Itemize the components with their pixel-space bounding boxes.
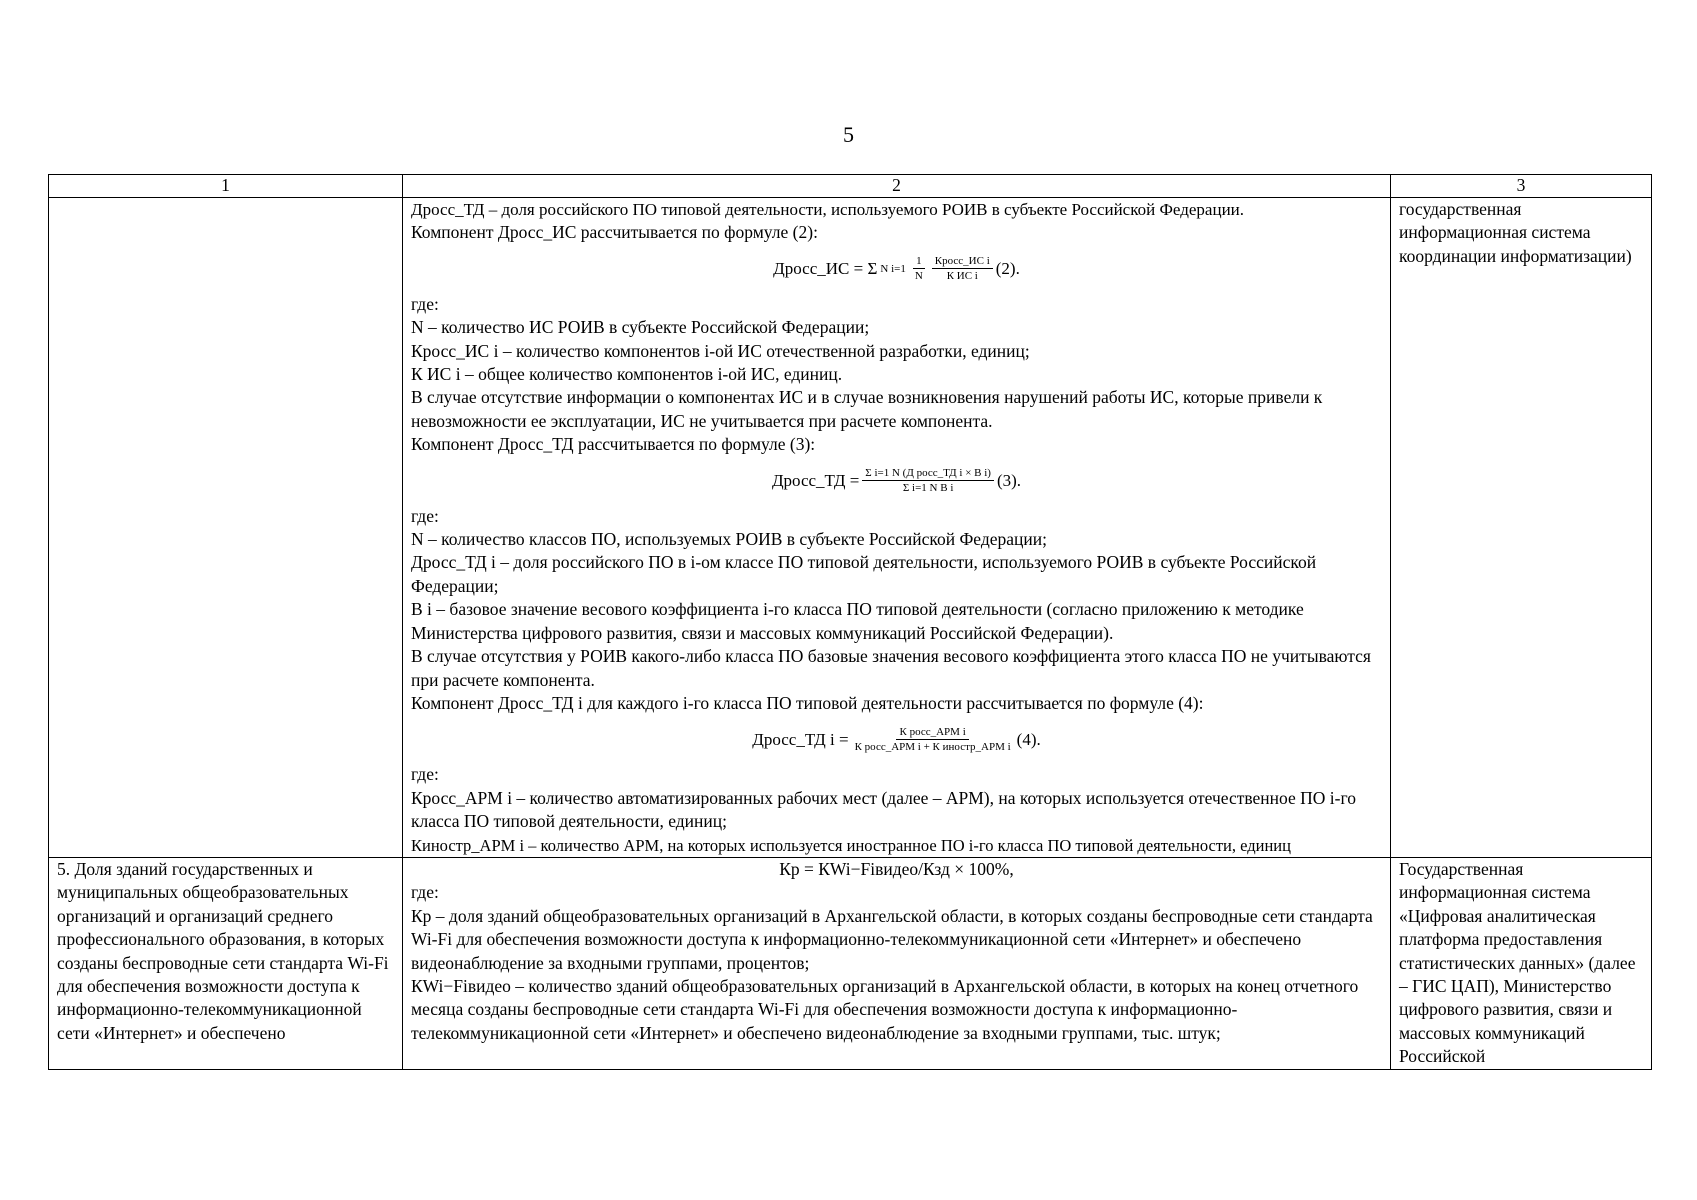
header-cell-1: 1 xyxy=(49,175,403,198)
row-continued-col3: государственная информационная система координации информатизации) xyxy=(1391,198,1652,858)
table-row-continued xyxy=(49,198,1652,858)
definition-line: N – количество ИС РОИВ в субъекте Российской Федерации; xyxy=(411,317,870,338)
text-line: где: xyxy=(411,293,439,314)
header-cell-2: 2 xyxy=(403,175,1391,198)
header-cell-3: 3 xyxy=(1391,175,1652,198)
formula-4: Дросс_ТД i = $\frac{\text{К росс\_АРМ i}}{\text{К росс\_АРМ i + К иностр\_АРМ i}}$ (4). xyxy=(752,725,1041,753)
row-continued-col2 xyxy=(403,198,1391,858)
formula-2-frac2: $\frac{\text{Кросс\_ИС i}}{\text{К ИС i}}$ xyxy=(932,254,993,283)
text-line: где: xyxy=(411,764,439,785)
table-header-row xyxy=(49,175,1652,198)
text-line: Компонент Дросс_ТД i для каждого i-го класса ПО типовой деятельности рассчитывается по формуле (4): xyxy=(411,692,1204,713)
indicator-5-method xyxy=(403,857,1391,1069)
table-row-indicator-5 xyxy=(49,857,1652,1069)
formula-3: Дросс_ТД = $\frac{\text{Σ i=1 N (Д росс\_ТД i × B i)}}{\text{Σ i=1 N B i}}$ (3). xyxy=(771,467,1022,495)
page-number: 5 xyxy=(843,122,854,147)
formula-2: Дросс_ИС = Σ N i=1 $\frac{1}{N}$ $\frac{\text{Кросс\_ИС i}}{\text{К ИС i}}$ (2). xyxy=(773,255,1020,283)
text-line: Компонент Дросс_ТД рассчитывается по формуле (3): xyxy=(411,434,816,455)
text-line: Компонент Дросс_ИС рассчитывается по формуле (2): xyxy=(411,222,818,243)
definition-line: К ИС i – общее количество компонентов i-ой ИС, единиц. xyxy=(411,364,843,385)
text-line: Дросс_ТД – доля российского ПО типовой деятельности, используемого РОИВ в субъекте Российской Федерации. xyxy=(411,200,1245,219)
text-line: где: xyxy=(411,505,439,526)
note-paragraph: В случае отсутствие информации о компонентах ИС и в случае возникновения нарушений работы ИС, которые привели к невозможности ее эксплуатации, ИС не учитывается при расчете компонента. xyxy=(411,387,1323,431)
definition-line: Кросс_АРМ i – количество автоматизированных рабочих мест (далее – АРМ), на которых используется отечественное ПО i-го класса ПО типовой деятельности, единиц; xyxy=(411,787,1356,832)
formula-3-frac: $\frac{\text{Σ i=1 N (Д росс\_ТД i × B i)}}{\text{Σ i=1 N B i}}$ xyxy=(862,466,994,495)
indicator-5-source: Государственная информационная система «Цифровая аналитическая платформа предоставления статистических данных» (далее – ГИС ЦАП), Министерство цифрового развития, связи и массовых коммуникаций Российской xyxy=(1391,857,1652,1069)
formula-2-frac: $\frac{1}{N}$ xyxy=(914,255,923,283)
definition-line: Дросс_ТД i – доля российского ПО в i-ом классе ПО типовой деятельности, используемого РОИВ в субъекте Российской Федерации; xyxy=(411,552,1317,596)
definition-line: Кр – доля зданий общеобразовательных организаций в Архангельской области, в которых созданы беспроводные сети стандарта Wi-Fi для обеспечения возможности доступа к информационно-телекоммуникационной сети «Интернет» и обеспечено видеонаблюдение за входными группами, процентов; xyxy=(411,905,1373,973)
formula-2-limits: N i=1 xyxy=(880,262,906,275)
definition-line: B i – базовое значение весового коэффициента i-го класса ПО типовой деятельности (согласно приложению к методике Министерства цифрового развития, связи и массовых коммуникаций Российской Федерации). xyxy=(411,599,1304,643)
definition-line: Кросс_ИС i – количество компонентов i-ой ИС отечественной разработки, единиц; xyxy=(411,340,1030,361)
definition-line: КWi−Fiвидео – количество зданий общеобразовательных организаций в Архангельской области, в которых на конец отчетного месяца созданы беспроводные сети стандарта Wi-Fi для обеспечения возможности доступа к информационно-телекоммуникационной сети «Интернет» и обеспечено видеонаблюдение за входными группами, тыс. штук; xyxy=(411,975,1359,1043)
formula-4-frac: $\frac{\text{К росс\_АРМ i}}{\text{К росс\_АРМ i + К иностр\_АРМ i}}$ xyxy=(854,725,1011,753)
note-paragraph: В случае отсутствия у РОИВ какого-либо класса ПО базовые значения весового коэффициента этого класса ПО не учитываются при расчете компонента. xyxy=(411,646,1371,690)
text-line: где: xyxy=(411,882,439,903)
definition-line: N – количество классов ПО, используемых РОИВ в субъекте Российской Федерации; xyxy=(411,529,1047,550)
row-continued-col1 xyxy=(49,198,403,858)
formula-5: Кр = КWi−Fiвидео/Кзд × 100%, xyxy=(779,858,1014,879)
indicator-table xyxy=(48,174,1652,1070)
definition-line: Киностр_АРМ i – количество АРМ, на которых используется иностранное ПО i-го класса ПО типовой деятельности, единиц xyxy=(411,835,1291,855)
indicator-5-name: 5. Доля зданий государственных и муниципальных общеобразовательных организаций и организаций среднего профессионального образования, в которых созданы беспроводные сети стандарта Wi-Fi для обеспечения возможности доступа к информационно-телекоммуникационной сети «Интернет» и обеспечено xyxy=(49,857,403,1069)
